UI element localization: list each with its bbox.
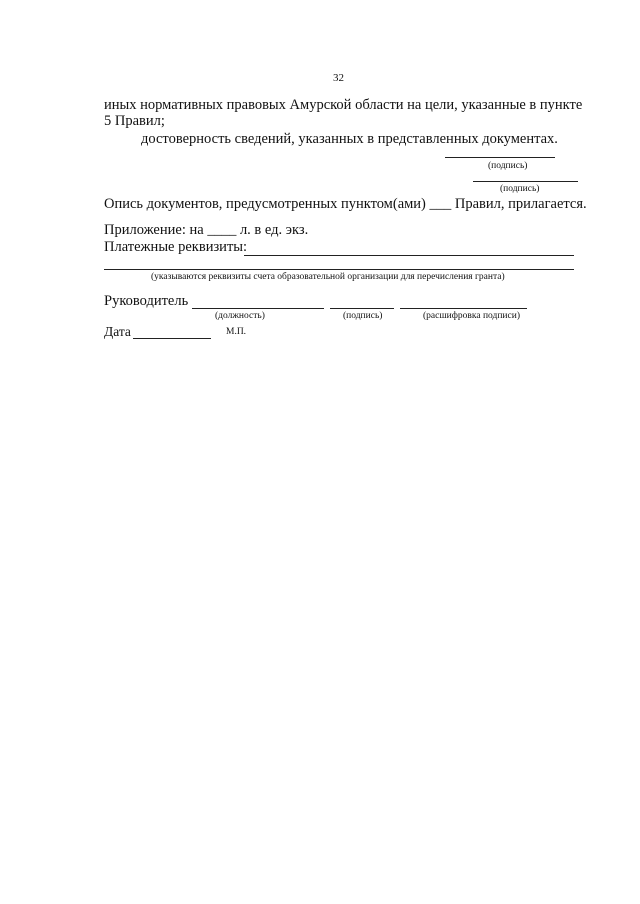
page-number: 32 [333, 72, 344, 84]
date-line [133, 338, 211, 339]
head-caption-signature: (подпись) [343, 311, 383, 321]
signature-caption-2: (подпись) [500, 184, 540, 194]
paragraph-1-line-1: иных нормативных правовых Амурской области на цели, указанные в пункте [104, 97, 583, 113]
inventory-text-before: Опись документов, предусмотренных пунктом(ами) [104, 196, 426, 212]
head-caption-decode: (расшифровка подписи) [423, 311, 520, 321]
paragraph-2: достоверность сведений, указанных в представленных документах. [141, 131, 558, 147]
signature-caption-1: (подпись) [488, 161, 528, 171]
date-label: Дата [104, 324, 131, 339]
head-position-line [192, 308, 324, 309]
stamp-place: М.П. [226, 327, 247, 337]
payment-details-hint: (указываются реквизиты счета образовательной организации для перечисления гранта) [151, 272, 505, 282]
head-label: Руководитель [104, 293, 189, 309]
paragraph-1-line-2: 5 Правил; [104, 113, 165, 129]
attachment-suffix: л. в ед. экз. [239, 222, 309, 238]
head-decode-line [400, 308, 527, 309]
signature-line-2 [473, 181, 578, 182]
head-caption-position: (должность) [215, 311, 265, 321]
attachment-line [104, 222, 308, 239]
inventory-text-after: Правил, прилагается. [454, 196, 587, 212]
inventory-blank: ___ [429, 196, 452, 212]
attachment-prefix: Приложение: на [104, 222, 204, 238]
signature-line-1 [445, 157, 555, 158]
head-signature-line [330, 308, 394, 309]
payment-details-line-2 [104, 269, 574, 270]
attachment-blank: ____ [207, 222, 237, 238]
payment-details-label: Платежные реквизиты: [104, 239, 248, 255]
payment-details-line-1 [244, 255, 574, 256]
inventory-line [104, 196, 587, 213]
